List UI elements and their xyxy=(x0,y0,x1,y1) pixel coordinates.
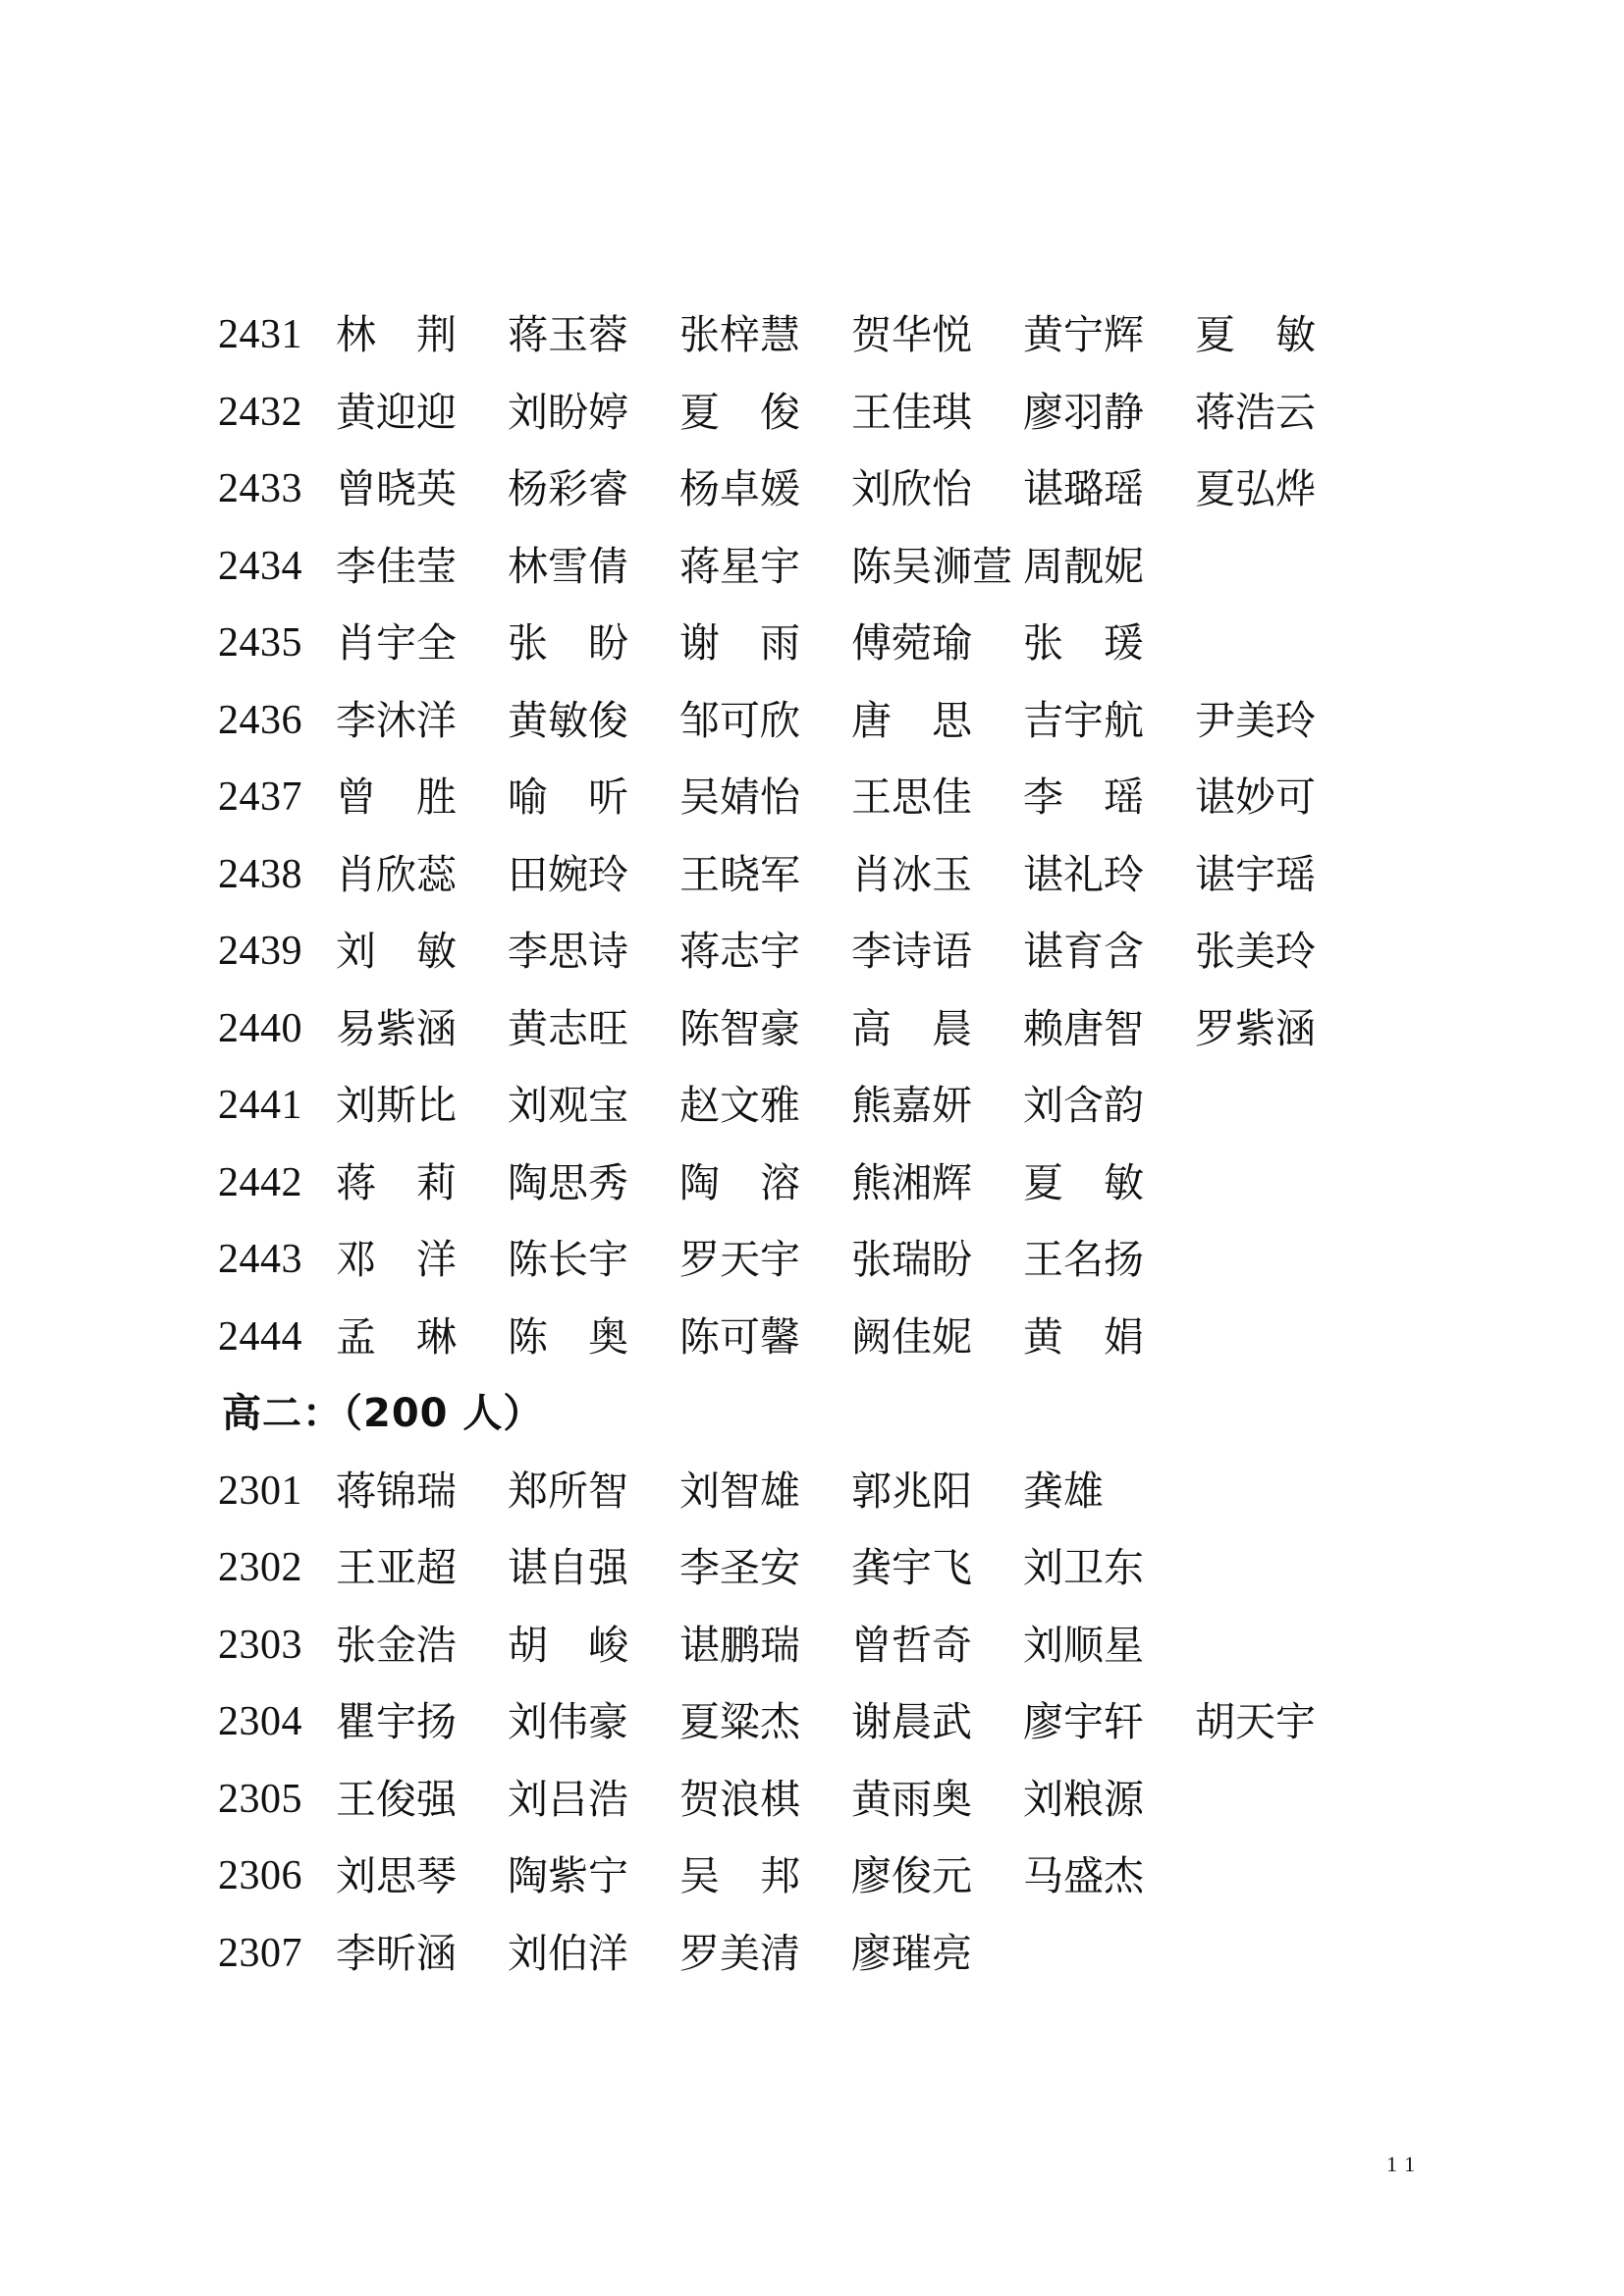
student-name: 刘斯比 xyxy=(336,1082,457,1129)
student-name: 陈长宇 xyxy=(508,1236,628,1283)
student-name: 刘伯洋 xyxy=(508,1929,628,1977)
student-name: 龚雄 xyxy=(1023,1467,1104,1515)
student-name: 蒋玉蓉 xyxy=(508,311,628,358)
student-name: 高 晨 xyxy=(851,1004,972,1052)
class-number: 2302 xyxy=(218,1545,302,1590)
section-heading xyxy=(218,1384,1396,1462)
student-name: 刘观宝 xyxy=(508,1082,628,1129)
class-row xyxy=(218,1230,1396,1308)
student-name: 尹美玲 xyxy=(1195,696,1316,744)
student-name: 肖冰玉 xyxy=(851,850,972,898)
student-name: 陈智豪 xyxy=(679,1004,800,1052)
student-name: 吴 邦 xyxy=(679,1852,800,1899)
class-row xyxy=(218,999,1396,1077)
student-name: 熊嘉妍 xyxy=(851,1082,972,1129)
student-name: 肖欣蕊 xyxy=(336,850,457,898)
student-name: 廖俊元 xyxy=(851,1852,972,1899)
class-row xyxy=(218,614,1396,691)
class-row xyxy=(218,305,1396,383)
class-number: 2307 xyxy=(218,1930,302,1976)
student-name: 谢 雨 xyxy=(679,619,800,667)
student-name: 陈吴浉萱 xyxy=(851,542,1012,590)
student-name: 张梓慧 xyxy=(679,311,800,358)
student-name: 谌宇瑶 xyxy=(1195,850,1316,898)
student-name: 王佳琪 xyxy=(851,388,972,436)
class-number: 2434 xyxy=(218,543,302,589)
student-name: 王名扬 xyxy=(1023,1236,1144,1283)
student-name: 罗紫涵 xyxy=(1195,1004,1316,1052)
class-rows-senior-two xyxy=(218,1462,1396,2002)
student-name: 马盛杰 xyxy=(1023,1852,1144,1899)
student-name: 陶 溶 xyxy=(679,1158,800,1206)
class-number: 2306 xyxy=(218,1853,302,1898)
class-row xyxy=(218,922,1396,999)
class-row xyxy=(218,1692,1396,1770)
class-number: 2438 xyxy=(218,851,302,897)
class-number: 2303 xyxy=(218,1622,302,1668)
student-name: 刘盼婷 xyxy=(508,388,628,436)
student-name: 曾哲奇 xyxy=(851,1621,972,1669)
student-name: 王晓军 xyxy=(679,850,800,898)
class-number: 2441 xyxy=(218,1083,302,1128)
student-name: 李佳莹 xyxy=(336,542,457,590)
student-name: 刘卫东 xyxy=(1023,1544,1144,1591)
class-row xyxy=(218,845,1396,923)
student-name: 张美玲 xyxy=(1195,928,1316,975)
student-name: 张金浩 xyxy=(336,1621,457,1669)
student-name: 蒋 莉 xyxy=(336,1158,457,1206)
section-heading-text: 高二：（200 人） xyxy=(222,1391,544,1436)
student-name: 唐 思 xyxy=(851,696,972,744)
class-number: 2304 xyxy=(218,1699,302,1744)
student-name: 谌育含 xyxy=(1023,928,1144,975)
class-row xyxy=(218,768,1396,845)
student-name: 李思诗 xyxy=(508,928,628,975)
student-name: 郭兆阳 xyxy=(851,1467,972,1515)
student-name: 刘顺星 xyxy=(1023,1621,1144,1669)
student-name: 吉宇航 xyxy=(1023,696,1144,744)
student-name: 贺浪棋 xyxy=(679,1775,800,1823)
name-list xyxy=(218,305,1396,2001)
student-name: 刘吕浩 xyxy=(508,1775,628,1823)
student-name: 刘 敏 xyxy=(336,928,457,975)
student-name: 刘欣怡 xyxy=(851,465,972,512)
student-name: 田婉玲 xyxy=(508,850,628,898)
student-name: 廖宇轩 xyxy=(1023,1698,1144,1745)
student-name: 王俊强 xyxy=(336,1775,457,1823)
student-name: 王亚超 xyxy=(336,1544,457,1591)
student-name: 肖宇全 xyxy=(336,619,457,667)
class-number: 2439 xyxy=(218,929,302,974)
student-name: 夏弘烨 xyxy=(1195,465,1316,512)
student-name: 陈可馨 xyxy=(679,1312,800,1361)
student-name: 王思佳 xyxy=(851,774,972,821)
student-name: 李昕涵 xyxy=(336,1929,457,1977)
student-name: 夏 敏 xyxy=(1023,1158,1144,1206)
student-name: 夏粱杰 xyxy=(679,1698,800,1745)
class-row xyxy=(218,1616,1396,1693)
student-name: 夏 敏 xyxy=(1195,311,1316,358)
student-name: 杨彩睿 xyxy=(508,465,628,512)
student-name: 刘含韵 xyxy=(1023,1082,1144,1129)
student-name: 陶思秀 xyxy=(508,1158,628,1206)
student-name: 刘思琴 xyxy=(336,1852,457,1899)
student-name: 李沐洋 xyxy=(336,696,457,744)
student-name: 熊湘辉 xyxy=(851,1158,972,1206)
student-name: 周靓妮 xyxy=(1023,542,1144,590)
student-name: 黄宁辉 xyxy=(1023,311,1144,358)
student-name: 吴婧怡 xyxy=(679,774,800,821)
class-row xyxy=(218,383,1396,460)
student-name: 胡天宇 xyxy=(1195,1698,1316,1745)
class-number: 2444 xyxy=(218,1313,302,1360)
student-name: 刘智雄 xyxy=(679,1467,800,1515)
student-name: 邓 洋 xyxy=(336,1236,457,1283)
student-name: 谌鹏瑞 xyxy=(679,1621,800,1669)
student-name: 黄迎迎 xyxy=(336,388,457,436)
class-number: 2432 xyxy=(218,389,302,435)
student-name: 赵文雅 xyxy=(679,1082,800,1129)
student-name: 廖羽静 xyxy=(1023,388,1144,436)
class-row xyxy=(218,1924,1396,2002)
student-name: 夏 俊 xyxy=(679,388,800,436)
student-name: 阙佳妮 xyxy=(851,1312,972,1361)
student-name: 谌璐瑶 xyxy=(1023,465,1144,512)
class-row xyxy=(218,691,1396,769)
student-name: 陈 奥 xyxy=(508,1312,628,1361)
class-row xyxy=(218,1846,1396,1924)
class-row xyxy=(218,1770,1396,1847)
student-name: 刘伟豪 xyxy=(508,1698,628,1745)
class-row xyxy=(218,1308,1396,1385)
student-name: 谢晨武 xyxy=(851,1698,972,1745)
class-number: 2436 xyxy=(218,697,302,743)
class-number: 2437 xyxy=(218,774,302,820)
student-name: 郑所智 xyxy=(508,1467,628,1515)
class-row xyxy=(218,537,1396,614)
student-name: 李圣安 xyxy=(679,1544,800,1591)
student-name: 瞿宇扬 xyxy=(336,1698,457,1745)
student-name: 李诗语 xyxy=(851,928,972,975)
student-name: 贺华悦 xyxy=(851,311,972,358)
class-number: 2442 xyxy=(218,1159,302,1205)
student-name: 胡 峻 xyxy=(508,1621,628,1669)
student-name: 林雪倩 xyxy=(508,542,628,590)
student-name: 谌自强 xyxy=(508,1544,628,1591)
class-number: 2431 xyxy=(218,312,302,357)
student-name: 龚宇飞 xyxy=(851,1544,972,1591)
student-name: 孟 琳 xyxy=(336,1312,457,1361)
student-name: 林 荆 xyxy=(336,311,457,358)
student-name: 张 瑗 xyxy=(1023,619,1144,667)
student-name: 邹可欣 xyxy=(679,696,800,744)
student-name: 刘粮源 xyxy=(1023,1775,1144,1823)
student-name: 黄雨奥 xyxy=(851,1775,972,1823)
class-row xyxy=(218,1462,1396,1539)
student-name: 曾晓英 xyxy=(336,465,457,512)
class-number: 2305 xyxy=(218,1776,302,1822)
student-name: 谌礼玲 xyxy=(1023,850,1144,898)
class-row xyxy=(218,1153,1396,1231)
class-row xyxy=(218,459,1396,537)
student-name: 李 瑶 xyxy=(1023,774,1144,821)
student-name: 曾 胜 xyxy=(336,774,457,821)
student-name: 蒋浩云 xyxy=(1195,388,1316,436)
student-name: 蒋志宇 xyxy=(679,928,800,975)
student-name: 张 盼 xyxy=(508,619,628,667)
student-name: 廖璀亮 xyxy=(851,1929,972,1977)
class-number: 2433 xyxy=(218,466,302,511)
student-name: 赖唐智 xyxy=(1023,1004,1144,1052)
student-name: 蒋锦瑞 xyxy=(336,1467,457,1515)
student-name: 黄志旺 xyxy=(508,1004,628,1052)
student-name: 罗美清 xyxy=(679,1929,800,1977)
student-name: 杨卓媛 xyxy=(679,465,800,512)
class-number: 2440 xyxy=(218,1005,302,1051)
student-name: 陶紫宁 xyxy=(508,1852,628,1899)
class-row xyxy=(218,1076,1396,1153)
student-name: 傅菀瑜 xyxy=(851,619,972,667)
student-name: 蒋星宇 xyxy=(679,542,800,590)
student-name: 谌妙可 xyxy=(1195,774,1316,821)
class-number: 2435 xyxy=(218,620,302,666)
class-row xyxy=(218,1538,1396,1616)
class-rows-senior-three xyxy=(218,305,1396,1384)
student-name: 喻 听 xyxy=(508,774,628,821)
page-number: 11 xyxy=(1386,2152,1424,2176)
student-name: 罗天宇 xyxy=(679,1236,800,1283)
student-name: 黄敏俊 xyxy=(508,696,628,744)
student-name: 张瑞盼 xyxy=(851,1236,972,1283)
class-number: 2301 xyxy=(218,1468,302,1514)
student-name: 黄 娟 xyxy=(1023,1312,1144,1361)
student-name: 易紫涵 xyxy=(336,1004,457,1052)
class-number: 2443 xyxy=(218,1237,302,1282)
